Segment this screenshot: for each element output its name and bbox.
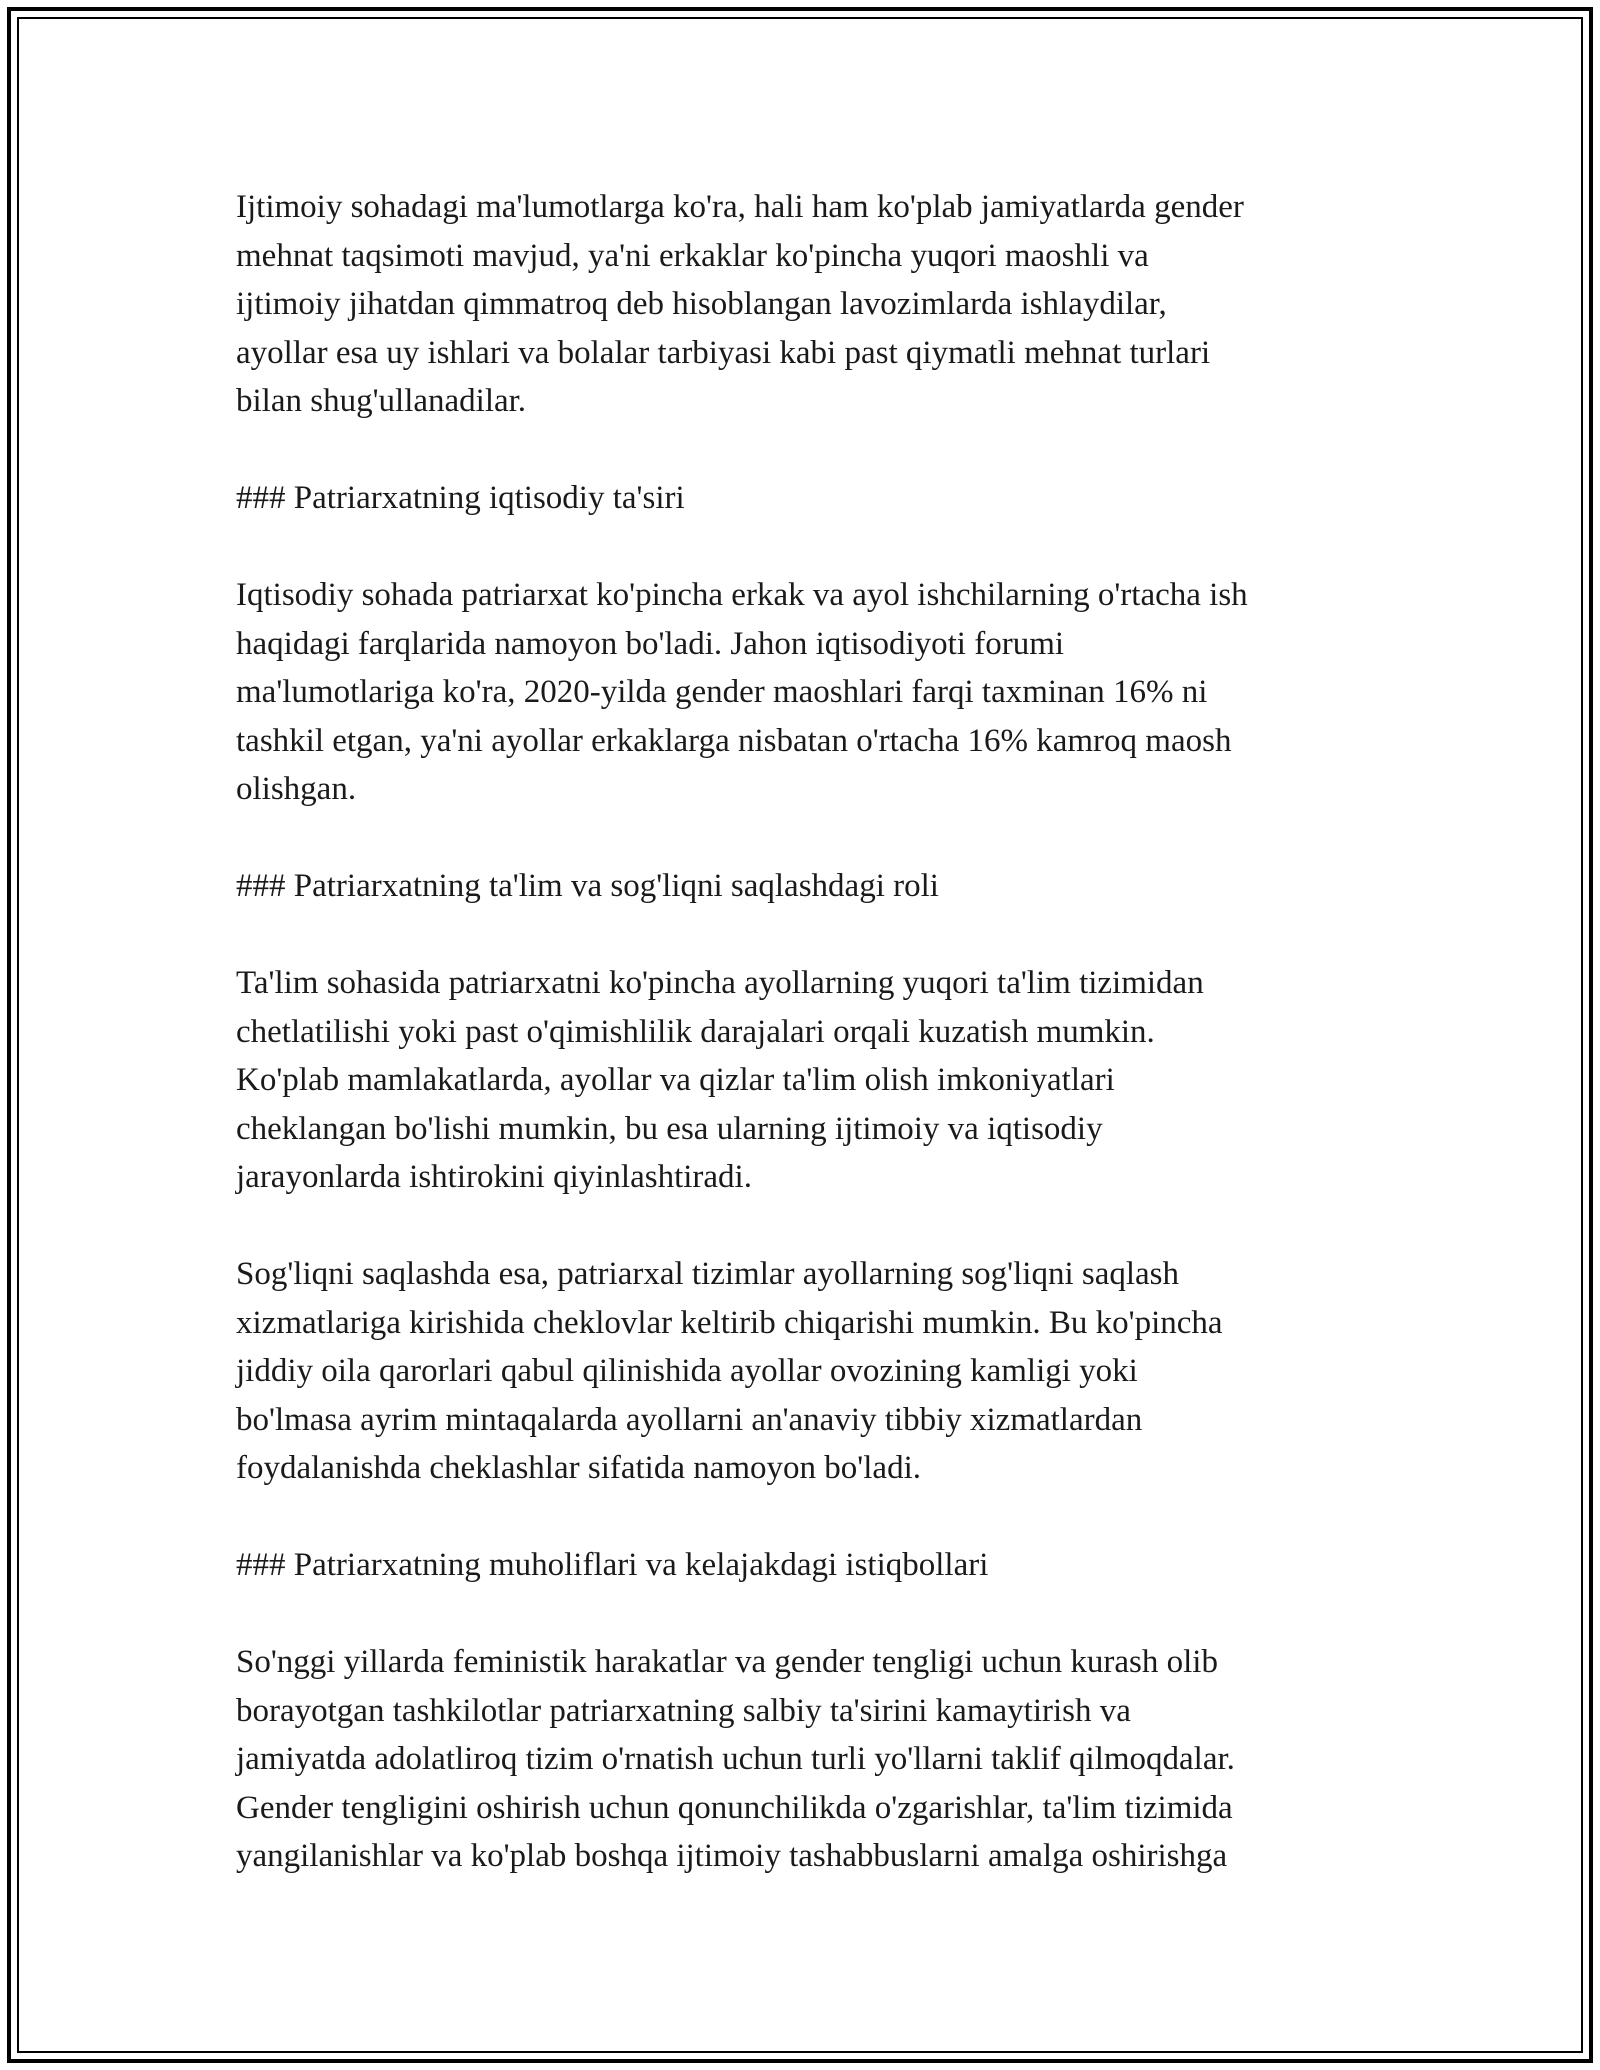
paragraph-line: cheklangan bo'lishi mumkin, bu esa ularning ijtimoiy va iqtisodiy [236, 1110, 1103, 1147]
paragraph-line: mehnat taqsimoti mavjud, ya'ni erkaklar ko'pincha yuqori maoshli va [236, 237, 1149, 274]
paragraph-line: chetlatilishi yoki past o'qimishlilik darajalari orqali kuzatish mumkin. [236, 1013, 1155, 1050]
heading-text: ### Patriarxatning iqtisodiy ta'siri [236, 480, 685, 516]
section-heading [236, 474, 1366, 523]
paragraph-line: Ta'lim sohasida patriarxatni ko'pincha ayollarning yuqori ta'lim tizimidan [236, 965, 1204, 1001]
paragraph-line: Gender tengligini oshirish uchun qonunchilikda o'zgarishlar, ta'lim tizimida [236, 1789, 1233, 1826]
paragraph-line: bo'lmasa ayrim mintaqalarda ayollarni an'anaviy tibbiy xizmatlardan [236, 1401, 1143, 1438]
paragraph-line: Ko'plab mamlakatlarda, ayollar va qizlar ta'lim olish imkoniyatlari [236, 1062, 1115, 1098]
paragraph [236, 959, 1366, 1202]
section-heading [236, 862, 1366, 911]
paragraph-line: jamiyatda adolatliroq tizim o'rnatish uchun turli yo'llarni taklif qilmoqdalar. [236, 1741, 1235, 1777]
paragraph-line: jarayonlarda ishtirokini qiyinlashtiradi. [236, 1159, 752, 1195]
paragraph-line: foydalanishda cheklashlar sifatida namoyon bo'ladi. [236, 1450, 921, 1486]
paragraph [236, 1250, 1366, 1493]
heading-text: ### Patriarxatning muholiflari va kelajakdagi istiqbollari [236, 1547, 989, 1583]
paragraph-line: Ijtimoiy sohadagi ma'lumotlarga ko'ra, hali ham ko'plab jamiyatlarda gender [236, 189, 1244, 225]
paragraph [236, 1638, 1366, 1881]
paragraph-line: yangilanishlar va ko'plab boshqa ijtimoiy tashabbuslarni amalga oshirishga [236, 1838, 1228, 1874]
paragraph-line: Iqtisodiy sohada patriarxat ko'pincha erkak va ayol ishchilarning o'rtacha ish [236, 577, 1248, 613]
paragraph-line: tashkil etgan, ya'ni ayollar erkaklarga nisbatan o'rtacha 16% kamroq maosh [236, 722, 1232, 759]
paragraph-line: ijtimoiy jihatdan qimmatroq deb hisoblangan lavozimlarda ishlaydilar, [236, 286, 1167, 322]
section-heading [236, 1541, 1366, 1590]
paragraph [236, 571, 1366, 814]
paragraph-line: ma'lumotlariga ko'ra, 2020-yilda gender maoshlari farqi taxminan 16% ni [236, 674, 1208, 710]
paragraph-line: borayotgan tashkilotlar patriarxatning salbiy ta'sirini kamaytirish va [236, 1692, 1131, 1729]
paragraph-line: xizmatlariga kirishida cheklovlar keltirib chiqarishi mumkin. Bu ko'pincha [236, 1304, 1223, 1341]
paragraph-line: olishgan. [236, 771, 357, 807]
paragraph-line: bilan shug'ullanadilar. [236, 383, 527, 419]
paragraph-line: ayollar esa uy ishlari va bolalar tarbiyasi kabi past qiymatli mehnat turlari [236, 334, 1211, 371]
paragraph-line: So'nggi yillarda feministik harakatlar va gender tengligi uchun kurash olib [236, 1644, 1218, 1680]
paragraph-line: jiddiy oila qarorlari qabul qilinishida ayollar ovozining kamligi yoki [236, 1353, 1138, 1389]
heading-text: ### Patriarxatning ta'lim va sog'liqni saqlashdagi roli [236, 868, 939, 904]
paragraph [236, 183, 1366, 426]
paragraph-line: Sog'liqni saqlashda esa, patriarxal tizimlar ayollarning sog'liqni saqlash [236, 1256, 1180, 1292]
paragraph-line: haqidagi farqlarida namoyon bo'ladi. Jahon iqtisodiyoti forumi [236, 625, 1065, 662]
document-body [236, 183, 1366, 1881]
